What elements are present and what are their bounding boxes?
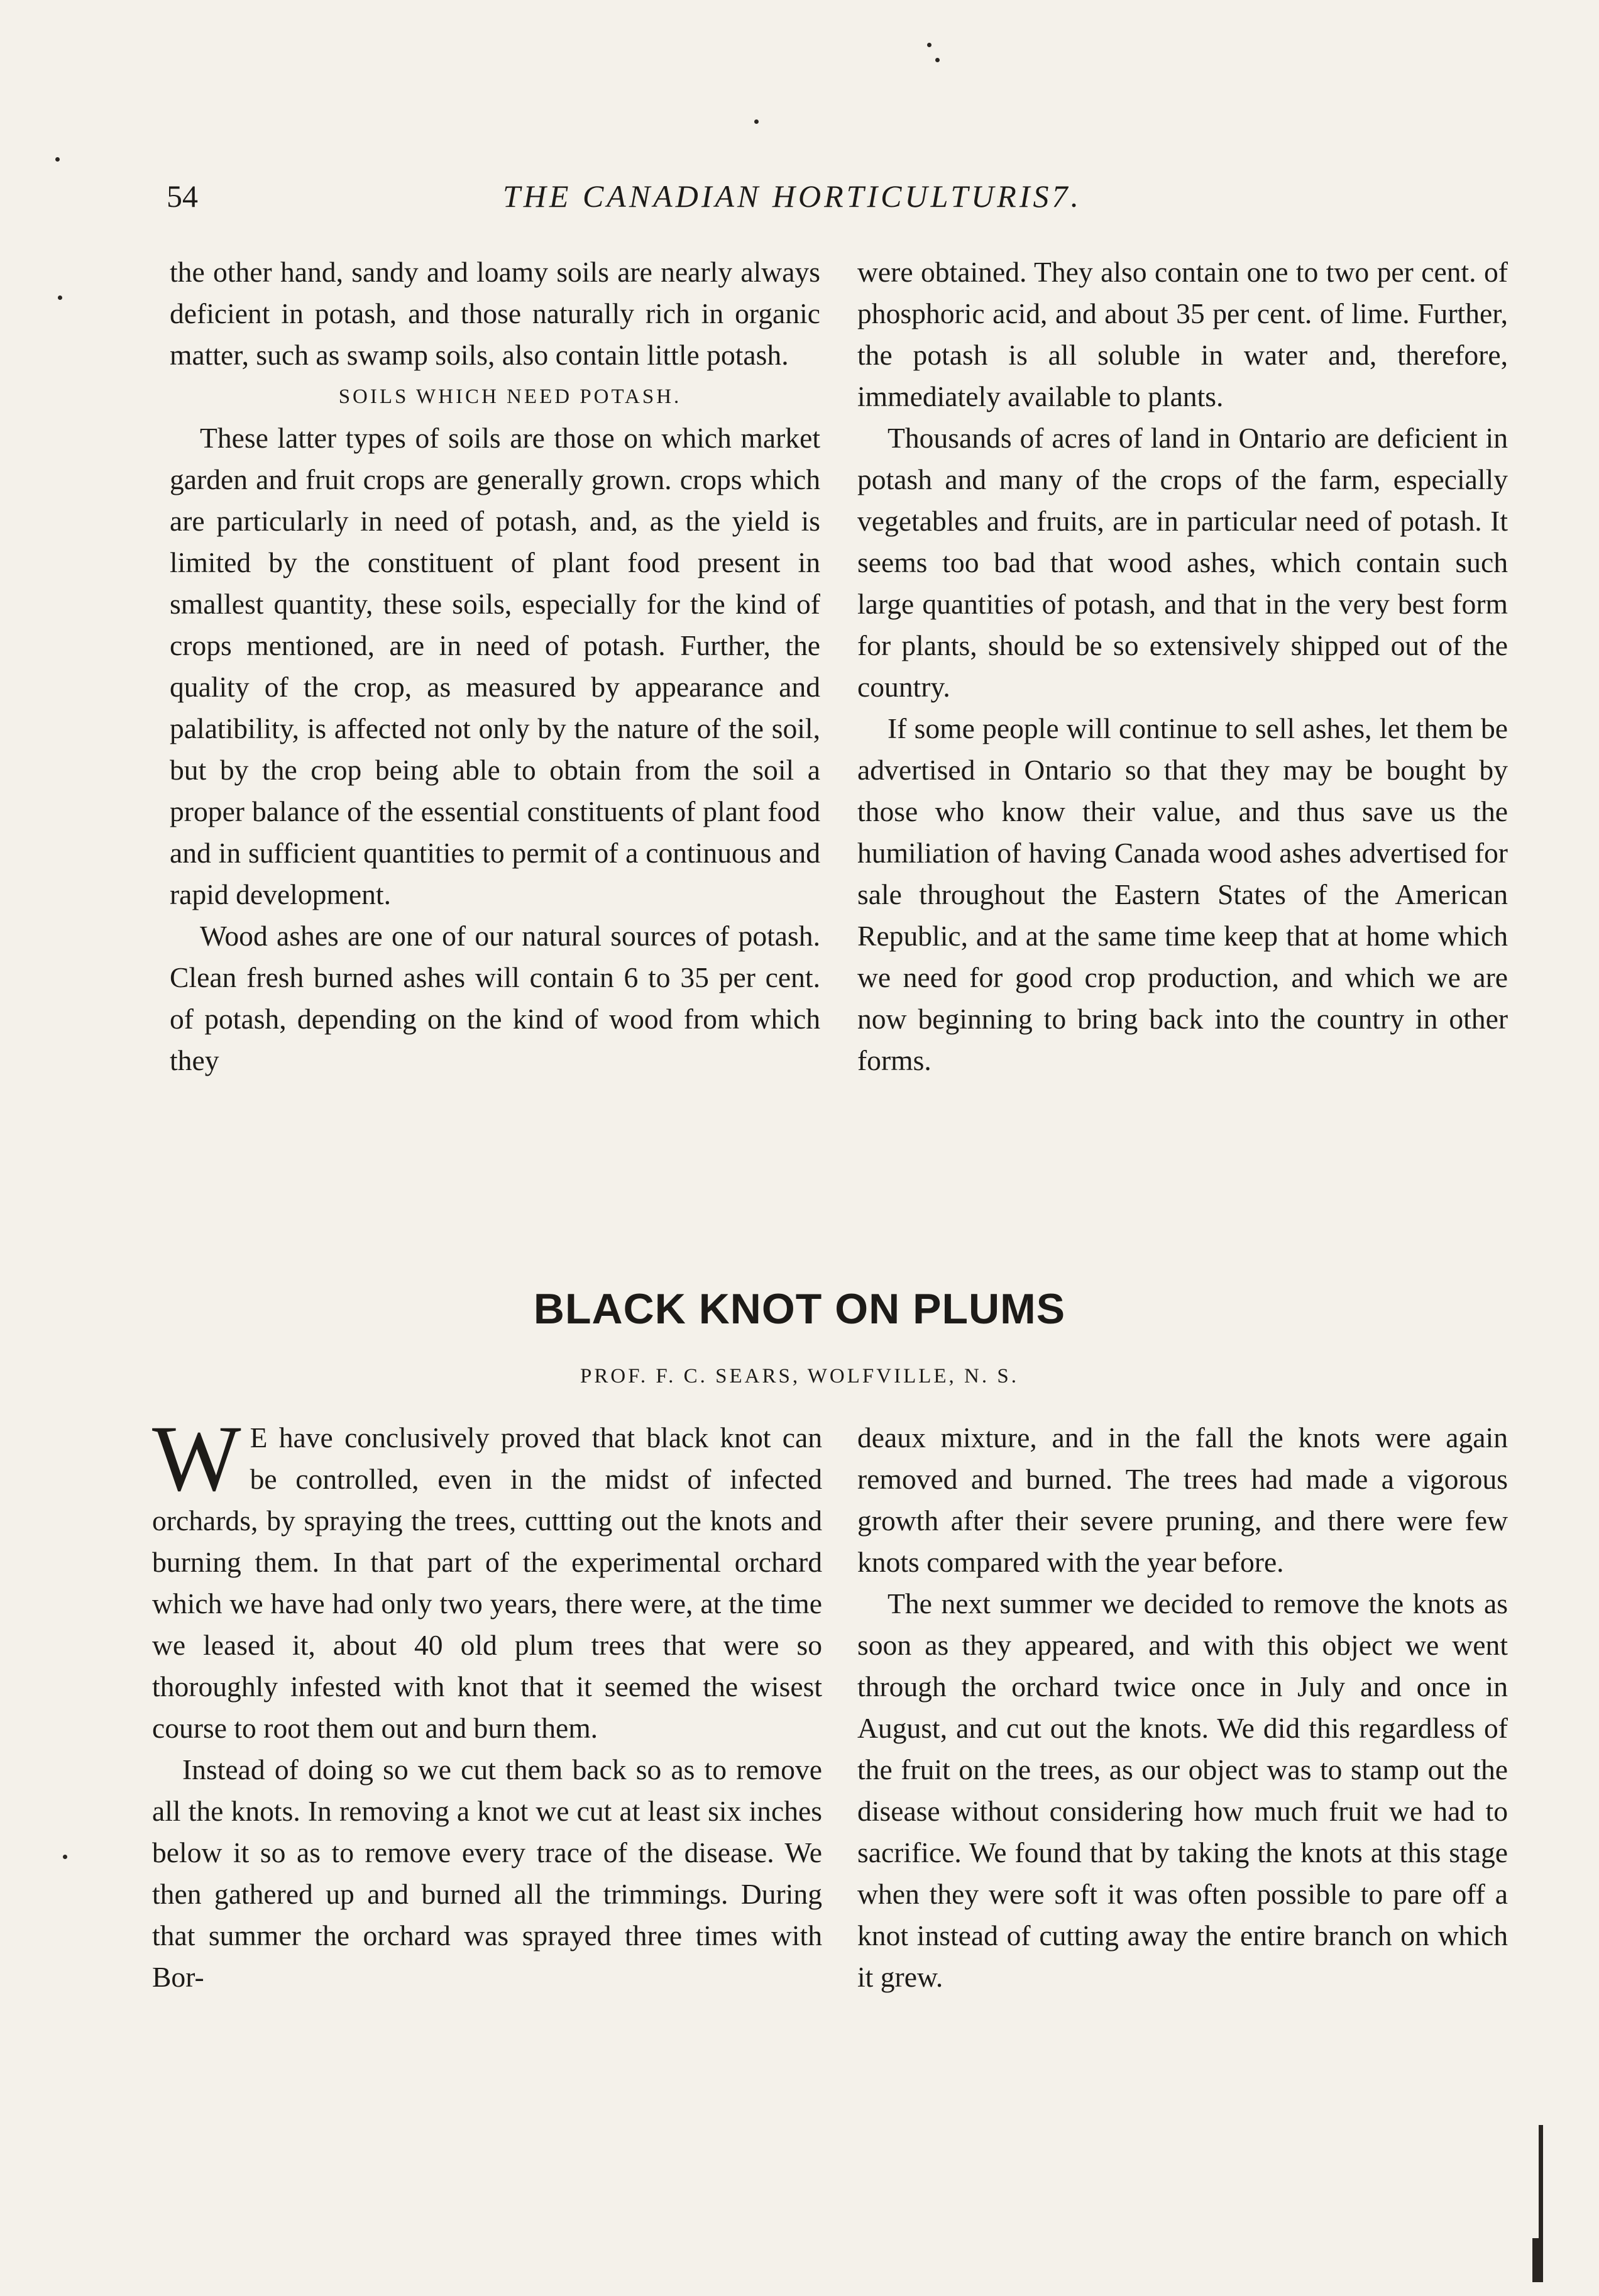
opening-paragraph-text: E have conclusively proved that black knot can be controlled, even in the midst of infected orchards, by spraying the trees, cuttting out the knots and burning them. In that part of the experimental orchard which we have had only two years, there were, at the time we leased it, about 40 old plum trees that were so thoroughly infested with knot that it seemed the wisest course to root them out and burn them. <box>152 1421 822 1744</box>
scan-edge-mark <box>1539 2125 1543 2282</box>
drop-cap: W <box>152 1406 241 1511</box>
paragraph: Instead of doing so we cut them back so as to remove all the knots. In removing a knot we cut at least six inches below it so as to remove every trace of the disease. We then gathered up and burned all the trimmings. During that summer the orchard was sprayed three times with Bor- <box>152 1753 822 1993</box>
page-number: 54 <box>167 179 198 214</box>
scan-speck <box>935 58 940 62</box>
scan-speck <box>927 43 931 47</box>
section-subhead: SOILS WHICH NEED POTASH. <box>338 385 682 408</box>
scan-speck <box>63 1855 67 1859</box>
scan-speck <box>754 119 759 124</box>
journal-title: THE CANADIAN HORTICULTURIS7. <box>503 179 1082 214</box>
paragraph: The next summer we decided to remove the knots as soon as they appeared, and with this object we went through the orchard twice once in July and once in August, and cut out the knots. We did this regardless of the fruit on the trees, as our object was to stamp out the disease without considering how much fruit we had to sacrifice. We found that by taking the knots at this stage when they were soft it was often possible to pare off a knot instead of cutting away the entire branch on which it grew. <box>857 1587 1508 1993</box>
paragraph: deaux mixture, and in the fall the knots were again removed and burned. The trees had made a vigorous growth after their severe pruning, and there were few knots compared with the year before. <box>857 1421 1508 1578</box>
paragraph: were obtained. They also contain one to two per cent. of phosphoric acid, and about 35 per cent. of lime. Further, the potash is all soluble in water and, therefore, immediately available to plants. <box>857 256 1508 412</box>
scan-edge-mark <box>1532 2238 1539 2282</box>
article-left-column <box>152 1406 822 1998</box>
scan-speck <box>55 157 60 162</box>
article-title: BLACK KNOT ON PLUMS <box>533 1285 1066 1333</box>
article-right-column <box>857 1417 1508 1998</box>
paragraph: Thousands of acres of land in Ontario are deficient in potash and many of the crops of the farm, especially vegetables and fruits, are in particular need of potash. It seems too bad that wood ashes, which contain such large quantities of potash, and that in the very best form for plants, should be so extensively shipped out of the country. <box>857 422 1508 703</box>
article-byline: PROF. F. C. SEARS, WOLFVILLE, N. S. <box>580 1365 1019 1388</box>
top-article-left-column <box>170 251 820 1081</box>
top-article-right-column <box>857 251 1508 1081</box>
paragraph: Wood ashes are one of our natural sources of potash. Clean fresh burned ashes will contain 6 to 35 per cent. of potash, depending on the kind of wood from which they <box>170 920 820 1076</box>
paragraph: If some people will continue to sell ashes, let them be advertised in Ontario so that they may be bought by those who know their value, and thus save us the humiliation of having Canada wood ashes advertised for sale throughout the Eastern States of the American Republic, and at the same time keep that at home which we need for good crop production, and which we are now beginning to bring back into the country in other forms. <box>857 712 1508 1076</box>
paragraph: These latter types of soils are those on which market garden and fruit crops are generally grown. crops which are particularly in need of potash, and, as the yield is limited by the constituent of plant food present in smallest quantity, these soils, especially for the kind of crops mentioned, are in need of potash. Further, the quality of the crop, as measured by appearance and palatibility, is affected not only by the nature of the soil, but by the crop being able to obtain from the soil a proper balance of the essential constituents of plant food and in sufficient quantities to permit of a continuous and rapid development. <box>170 422 820 910</box>
opening-paragraph <box>152 1406 822 1749</box>
paragraph: the other hand, sandy and loamy soils are nearly always deficient in potash, and those naturally rich in organic matter, such as swamp soils, also contain little potash. <box>170 256 820 371</box>
scan-speck <box>58 295 62 300</box>
